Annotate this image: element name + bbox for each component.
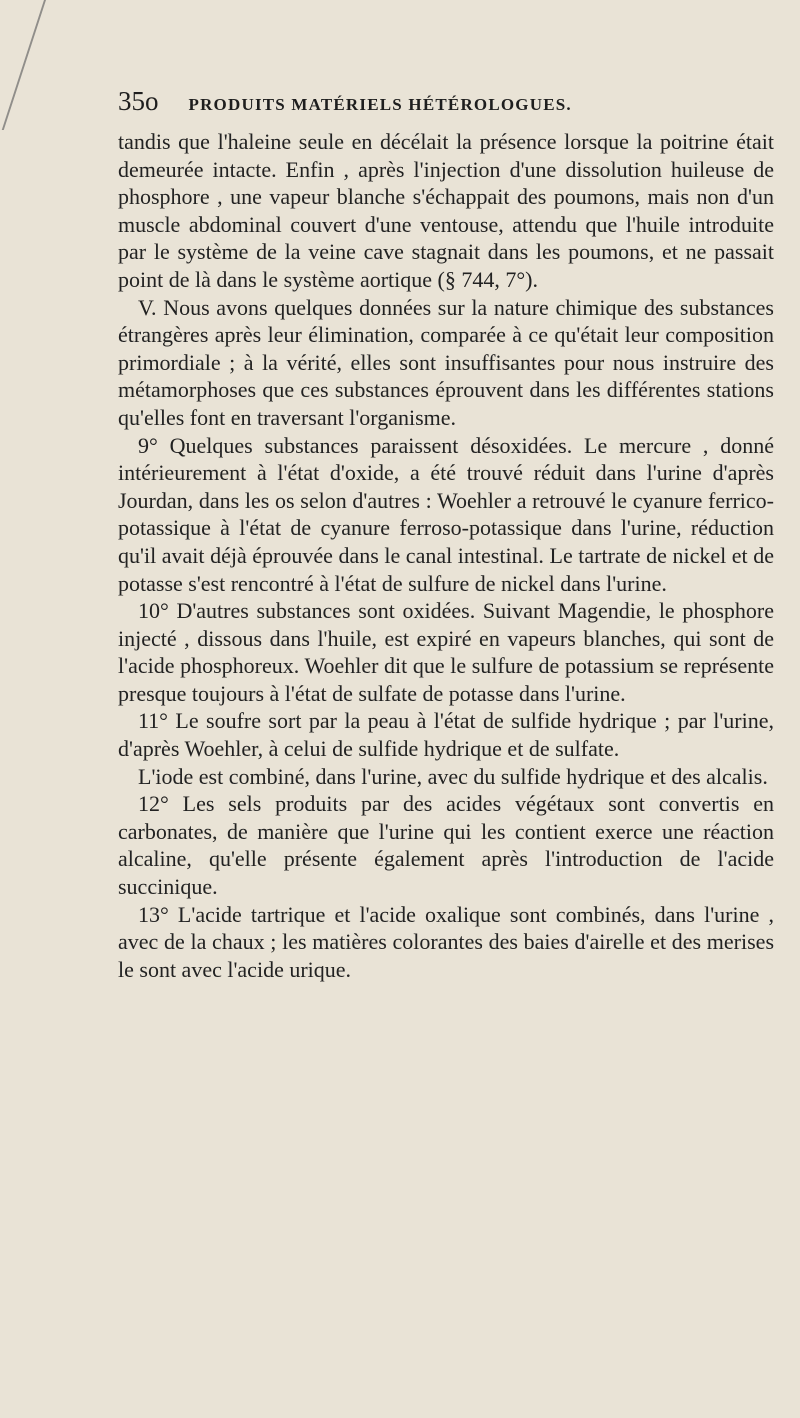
paragraph-12: 12° Les sels produits par des acides végétaux sont convertis en carbonates, de manière que l'urine qui les contient exerce une réaction alcaline, qu'elle présente également après l'introduction de l'acide succinique. bbox=[118, 791, 774, 900]
paragraph-section-v: V. Nous avons quelques données sur la nature chimique des substances étrangères après leur élimination, comparée à ce qu'était leur composition primordiale ; à la vérité, elles sont insuffisantes pour nous instruire des métamorphoses que ces substances éprouvent dans les différentes stations qu'elles font en traversant l'organisme. bbox=[118, 294, 774, 430]
running-title: PRODUITS MATÉRIELS HÉTÉROLOGUES. bbox=[188, 95, 572, 114]
paragraph-10: 10° D'autres substances sont oxidées. Suivant Magendie, le phosphore injecté , dissous dans l'huile, est expiré en vapeurs blanches, qui sont de l'acide phosphoreux. Woehler dit que le sulfure de potassium se représente presque toujours à l'état de sulfate de potasse dans l'urine. bbox=[118, 598, 774, 706]
paragraph-9: 9° Quelques substances paraissent désoxidées. Le mercure , donné intérieurement à l'état d'oxide, a été trouvé réduit dans l'urine d'après Jourdan, dans les os selon d'autres : Woehler a retrouvé le cyanure ferrico-potassique à l'état de cyanure ferroso-potassique dans l'urine, réduction qu'il avait déjà éprouvée dans le canal intestinal. Le tartrate de nickel et de potasse s'est rencontré à l'état de sulfure de nickel dans l'urine. bbox=[118, 432, 774, 596]
body-text bbox=[118, 128, 774, 983]
paragraph-11: 11° Le soufre sort par la peau à l'état de sulfide hydrique ; par l'urine, d'après Woehler, à celui de sulfide hydrique et de sulfate. bbox=[118, 708, 774, 762]
page-number: 35o bbox=[118, 86, 159, 116]
paragraph-iode: L'iode est combiné, dans l'urine, avec du sulfide hydrique et des alcalis. bbox=[138, 763, 768, 789]
page-header bbox=[118, 86, 678, 117]
paragraph-continuation: tandis que l'haleine seule en décélait la présence lorsque la poitrine était demeurée intacte. Enfin , après l'injection d'une dissolution huileuse de phosphore , une vapeur blanche s'échappait des poumons, mais non d'un muscle abdominal couvert d'une ventouse, attendu que l'huile introduite par le système de la veine cave stagnait dans les poumons, et ne passait point de là dans le système aortique (§ 744, 7°). bbox=[118, 129, 774, 292]
paragraph-13: 13° L'acide tartrique et l'acide oxalique sont combinés, dans l'urine , avec de la chaux ; les matières colorantes des baies d'airelle et des merises le sont avec l'acide urique. bbox=[118, 901, 774, 982]
binding-edge-line bbox=[0, 0, 46, 130]
